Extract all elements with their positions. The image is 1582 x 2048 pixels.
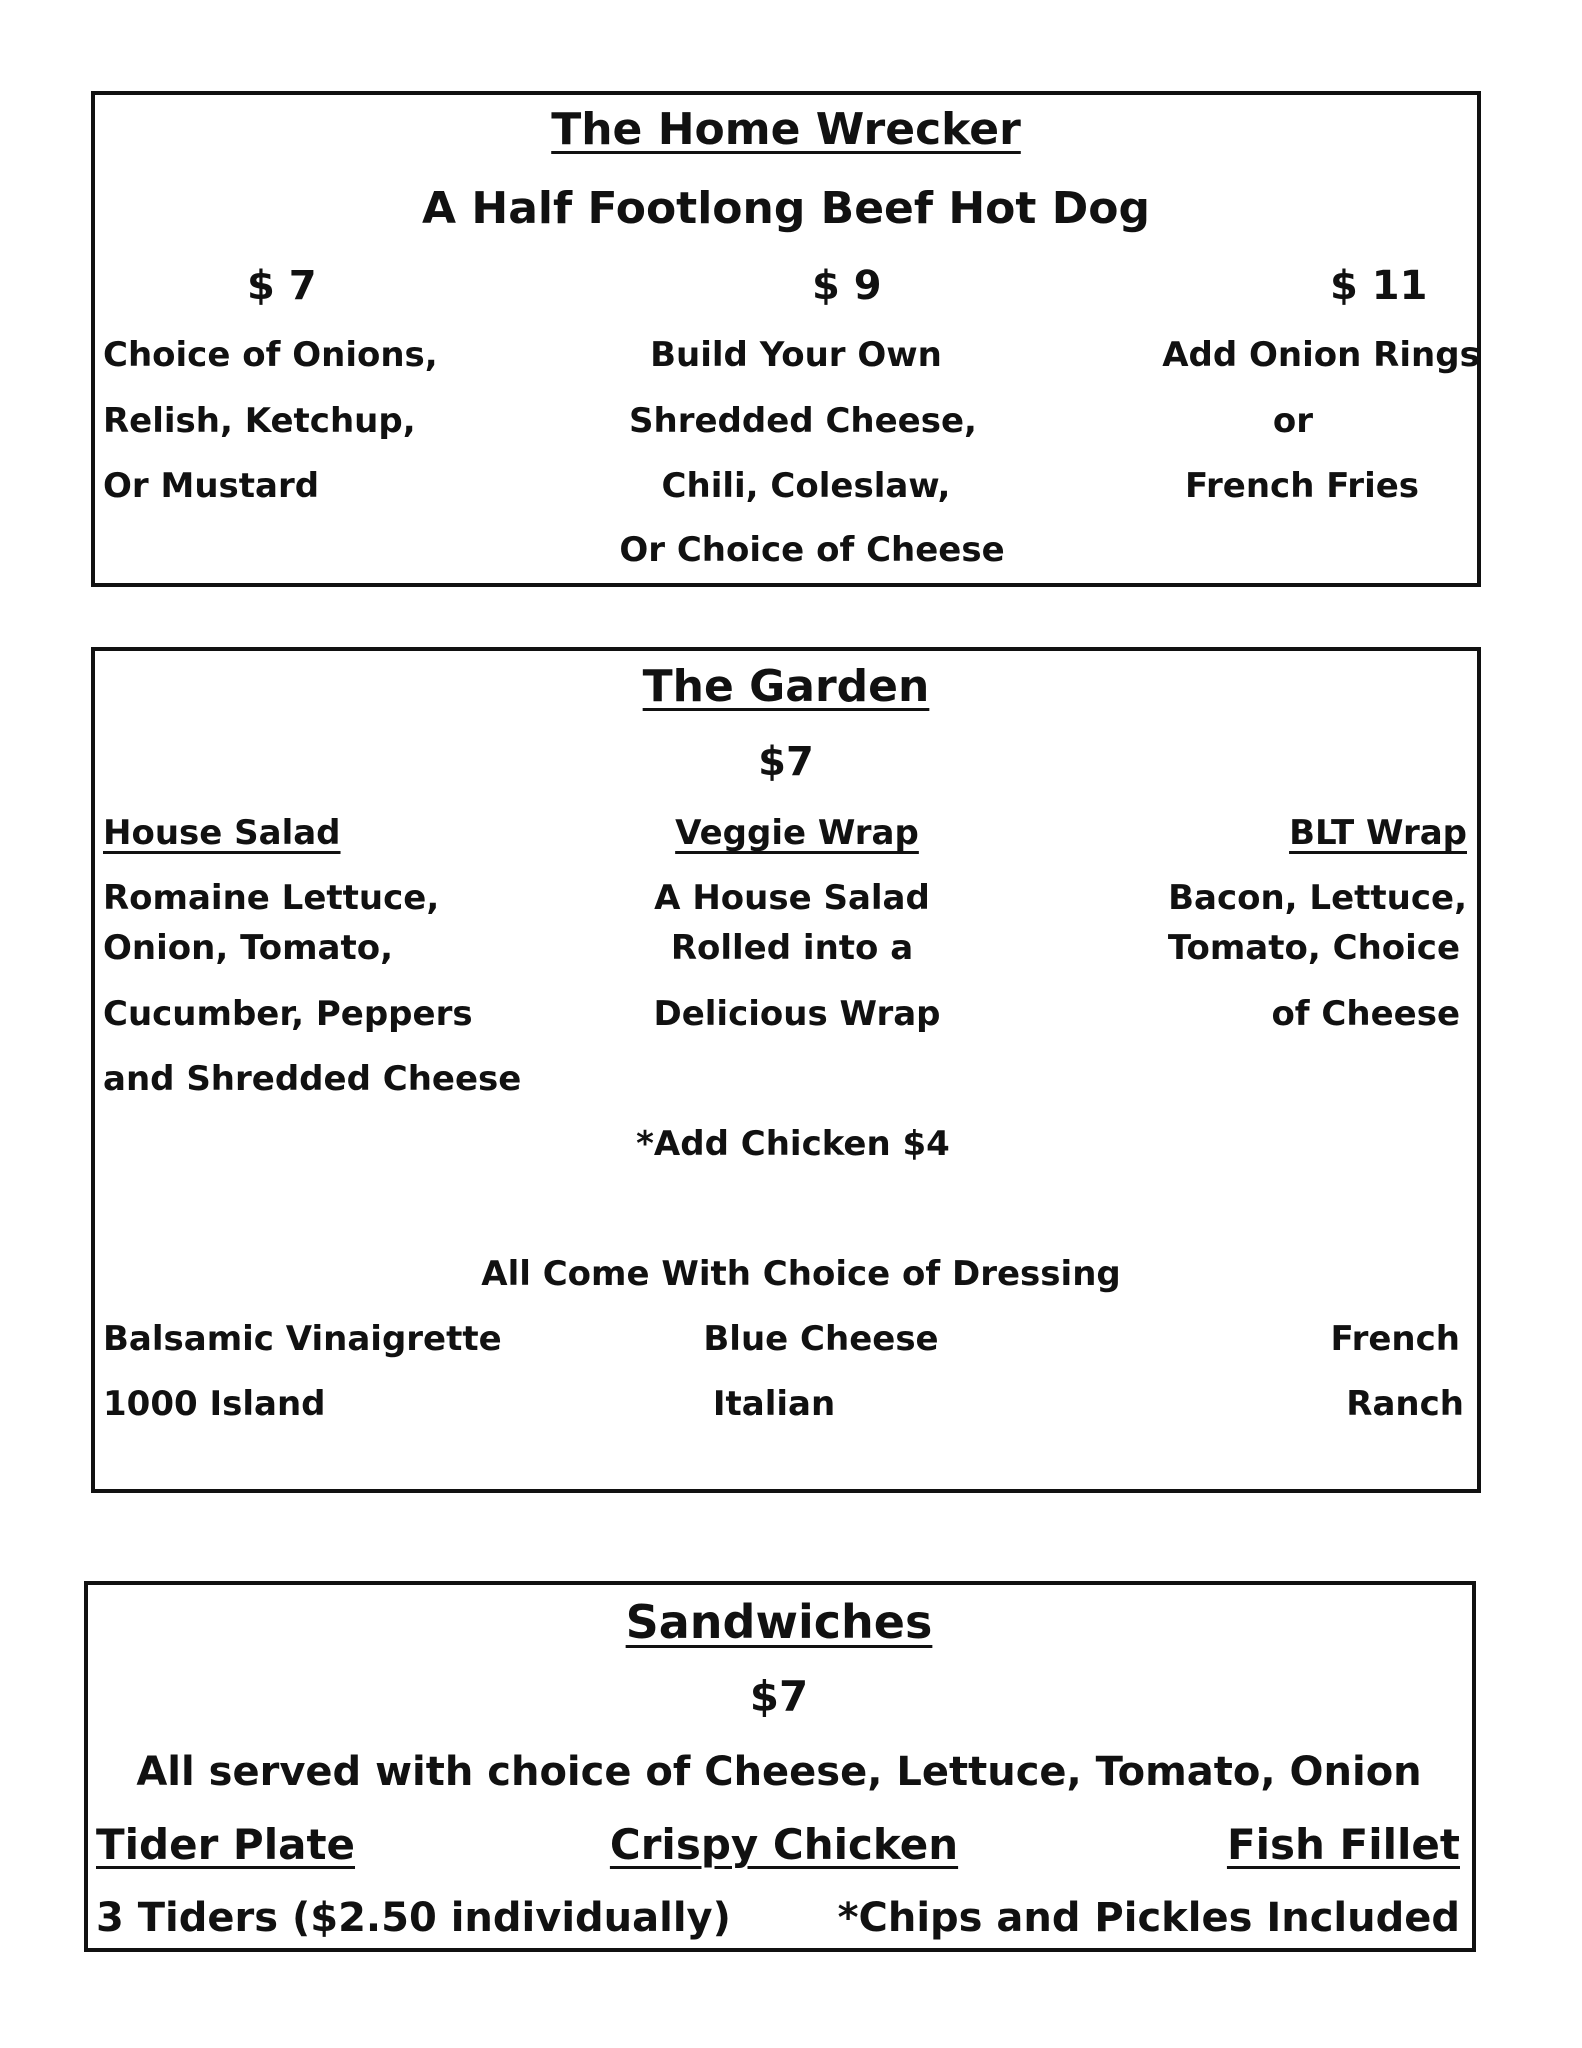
house-salad-name: House Salad	[103, 813, 341, 853]
tier-9-line-4: Or Choice of Cheese	[619, 530, 1005, 570]
crispy-chicken-name: Crispy Chicken	[609, 1820, 959, 1869]
sandwiches-title: Sandwiches	[625, 1595, 933, 1649]
home-wrecker-subtitle: A Half Footlong Beef Hot Dog	[422, 183, 1150, 234]
chips-pickles-note: *Chips and Pickles Included	[837, 1895, 1460, 1941]
veggie-wrap-line-2: Rolled into a	[670, 928, 914, 968]
dressing-french: French	[1330, 1319, 1460, 1359]
dressing-italian: Italian	[712, 1384, 836, 1424]
house-salad-line-1: Romaine Lettuce,	[103, 878, 440, 918]
tider-detail: 3 Tiders ($2.50 individually)	[96, 1895, 731, 1941]
garden-price: $7	[758, 739, 814, 785]
tier-9-line-2: Shredded Cheese,	[629, 401, 977, 441]
dressing-blue-cheese: Blue Cheese	[703, 1319, 939, 1359]
dressing-1000-island: 1000 Island	[103, 1384, 326, 1424]
veggie-wrap-name: Veggie Wrap	[675, 813, 919, 853]
house-salad-line-2: Onion, Tomato,	[103, 928, 394, 968]
tier-9-line-1: Build Your Own	[650, 335, 942, 375]
fish-fillet-name: Fish Fillet	[1226, 1820, 1460, 1869]
tier-9-line-3: Chili, Coleslaw,	[661, 466, 951, 506]
blt-wrap-line-2: Tomato, Choice	[1167, 928, 1460, 968]
blt-wrap-line-1: Bacon, Lettuce,	[1168, 878, 1467, 918]
home-wrecker-title: The Home Wrecker	[551, 104, 1021, 155]
price-9: $ 9	[812, 263, 882, 309]
tier-7-line-1: Choice of Onions,	[103, 335, 438, 375]
house-salad-line-4: and Shredded Cheese	[103, 1059, 522, 1099]
sandwiches-note: All served with choice of Cheese, Lettuce, Tomato, Onion	[136, 1749, 1422, 1795]
dressing-heading: All Come With Choice of Dressing	[481, 1254, 1121, 1294]
dressing-balsamic: Balsamic Vinaigrette	[103, 1319, 502, 1359]
sandwiches-price: $7	[749, 1672, 809, 1721]
blt-wrap-name: BLT Wrap	[1289, 813, 1467, 853]
tier-11-line-3: French Fries	[1184, 466, 1420, 506]
veggie-wrap-line-3: Delicious Wrap	[653, 994, 941, 1034]
price-11: $ 11	[1330, 263, 1428, 309]
price-7: $ 7	[247, 263, 317, 309]
house-salad-line-3: Cucumber, Peppers	[103, 994, 473, 1034]
tier-7-line-3: Or Mustard	[103, 466, 320, 506]
tier-7-line-2: Relish, Ketchup,	[103, 401, 416, 441]
add-chicken-note: *Add Chicken $4	[636, 1124, 950, 1164]
tier-11-line-1: Add Onion Rings	[1162, 335, 1480, 375]
garden-title: The Garden	[642, 661, 930, 712]
dressing-ranch: Ranch	[1346, 1384, 1464, 1424]
veggie-wrap-line-1: A House Salad	[654, 878, 930, 918]
tider-plate-name: Tider Plate	[96, 1820, 356, 1869]
tier-11-line-2: or	[1272, 401, 1314, 441]
blt-wrap-line-3: of Cheese	[1271, 994, 1460, 1034]
